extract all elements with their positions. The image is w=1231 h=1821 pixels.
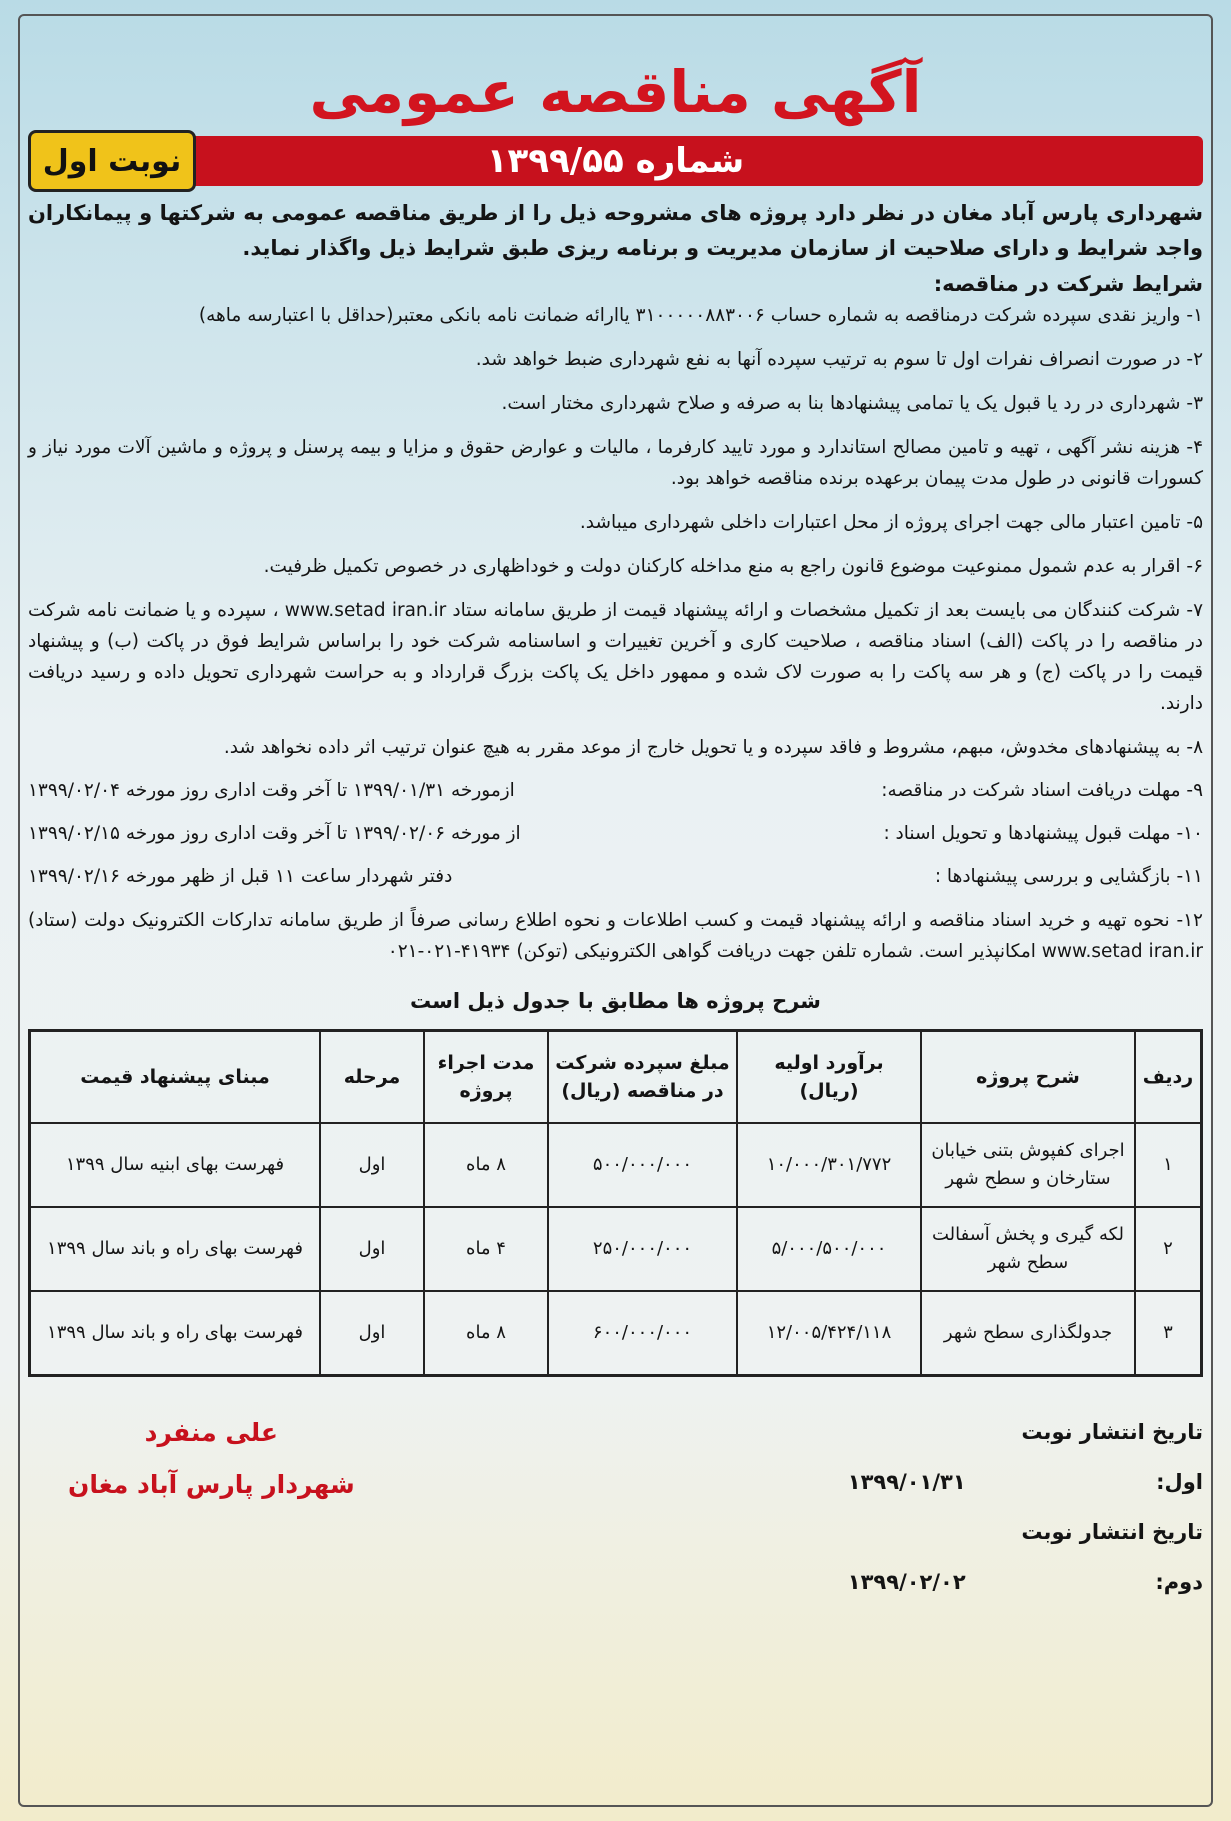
footer xyxy=(28,1407,1203,1594)
deadline-row xyxy=(28,862,1203,892)
condition-item: ۱- واریز نقدی سپرده شرکت درمناقصه به شماره حساب ۳۱۰۰۰۰۰۸۸۳۰۰۶ یاارائه ضمانت نامه بانکی معتبر(حداقل با اعتبارسه ماهه) xyxy=(198,305,1203,326)
notice-number: شماره ۱۳۹۹/۵۵ xyxy=(486,141,745,181)
condition-item: ۲- در صورت انصراف نفرات اول تا سوم به ترتیب سپرده آنها به نفع شهرداری ضبط خواهد شد. xyxy=(475,349,1203,370)
deadline-value: از مورخه ۱۳۹۹/۰۲/۰۶ تا آخر وقت اداری روز مورخه ۱۳۹۹/۰۲/۱۵ xyxy=(28,823,521,844)
signer-title: شهردار پارس آباد مغان xyxy=(68,1470,355,1499)
publish-second xyxy=(848,1507,1203,1607)
condition-item: ۱۲- نحوه تهیه و خرید اسناد مناقصه و ارائه پیشنهاد قیمت و کسب اطلاعات و نحوه اطلاع رسانی صرفاً از طریق سامانه تدارکات الکترونیک دولت (ستاد) www.setad iran.ir امکانپذیر است. شماره تلفن جهت دریافت گواهی الکترونیکی (توکن) ۴۱۹۳۴-۰۲۱-۰۲۱ xyxy=(28,910,1203,962)
publish-dates xyxy=(848,1407,1203,1607)
notice-number-bar xyxy=(28,136,1203,186)
condition-item: ۵- تامین اعتبار مالی جهت اجرای پروژه از محل اعتبارات داخلی شهرداری میباشد. xyxy=(579,512,1203,533)
deadline-label: ۱۱- بازگشایی و بررسی پیشنهادها : xyxy=(934,866,1203,887)
round-badge: نوبت اول xyxy=(28,130,196,192)
cell-row-no: ۱ xyxy=(1135,1123,1202,1207)
condition-item: ۴- هزینه نشر آگهی ، تهیه و تامین مصالح استاندارد و مورد تایید کارفرما ، مالیات و عوارض حقوق و مزایا و بیمه پرسنل و پروژه و ماشین آلات مورد نیاز و کسورات قانونی در طول مدت پیمان برعهده برنده مناقصه خواهد بود. xyxy=(28,437,1203,489)
deadline-value: دفتر شهردار ساعت ۱۱ قبل از ظهر مورخه ۱۳۹۹/۰۲/۱۶ xyxy=(28,866,453,887)
conditions-title: شرایط شرکت در مناقصه: xyxy=(933,272,1203,296)
cell-stage: اول xyxy=(320,1291,424,1376)
header-stage: مرحله xyxy=(320,1031,424,1124)
signature-block xyxy=(68,1407,355,1511)
cell-price-basis: فهرست بهای راه و باند سال ۱۳۹۹ xyxy=(30,1291,321,1376)
publish-second-label: تاریخ انتشار نوبت دوم: xyxy=(1021,1520,1203,1594)
cell-duration: ۸ ماه xyxy=(424,1291,548,1376)
notice-title: آگهی مناقصه عمومی xyxy=(309,58,922,126)
cell-row-no: ۳ xyxy=(1135,1291,1202,1376)
condition-item: ۷- شرکت کنندگان می بایست بعد از تکمیل مشخصات و ارائه پیشنهاد قیمت از طریق سامانه ستاد www.setad iran.ir ، سپرده و یا ضمانت نامه شرکت در مناقصه را در پاکت (الف) اسناد مناقصه ، صلاحیت کاری و آخرین تغییرات و اساسنامه شرکت خود را براساس شرایط فوق در پاکت (ب) و پیشنهاد قیمت را در پاکت (ج) و هر سه پاکت را به صورت لاک شده و ممهور داخل یک پاکت بزرگ قرارداد و به حراست شهرداری تحویل داده و رسید دریافت دارند. xyxy=(28,600,1203,714)
cell-estimate: ۵/۰۰۰/۵۰۰/۰۰۰ xyxy=(737,1207,921,1291)
cell-description: اجرای کفپوش بتنی خیابان ستارخان و سطح شهر xyxy=(921,1123,1135,1207)
cell-row-no: ۲ xyxy=(1135,1207,1202,1291)
cell-estimate: ۱۲/۰۰۵/۴۲۴/۱۱۸ xyxy=(737,1291,921,1376)
header-deposit: مبلغ سپرده شرکت در مناقصه (ریال) xyxy=(548,1031,737,1124)
condition-item: ۸- به پیشنهادهای مخدوش، مبهم، مشروط و فاقد سپرده و یا تحویل خارج از موعد مقرر به هیچ عنوان ترتیب اثر داده نخواهد شد. xyxy=(223,737,1203,758)
cell-duration: ۴ ماه xyxy=(424,1207,548,1291)
table-header-row xyxy=(30,1031,1202,1124)
cell-deposit: ۶۰۰/۰۰۰/۰۰۰ xyxy=(548,1291,737,1376)
deadline-row xyxy=(28,776,1203,806)
publish-first xyxy=(848,1407,1203,1507)
header-price-basis: مبنای پیشنهاد قیمت xyxy=(30,1031,321,1124)
table-title: شرح پروژه ها مطابق با جدول ذیل است xyxy=(410,989,821,1013)
conditions-list xyxy=(28,300,1203,763)
signer-name: علی منفرد xyxy=(144,1418,279,1447)
cell-price-basis: فهرست بهای راه و باند سال ۱۳۹۹ xyxy=(30,1207,321,1291)
projects-table xyxy=(28,1029,1203,1377)
publish-second-date: ۱۳۹۹/۰۲/۰۲ xyxy=(847,1570,966,1594)
cell-estimate: ۱۰/۰۰۰/۳۰۱/۷۷۲ xyxy=(737,1123,921,1207)
cell-duration: ۸ ماه xyxy=(424,1123,548,1207)
deadline-label: ۹- مهلت دریافت اسناد شرکت در مناقصه: xyxy=(881,780,1203,801)
table-row xyxy=(30,1123,1202,1207)
cell-stage: اول xyxy=(320,1123,424,1207)
header-description: شرح پروژه xyxy=(921,1031,1135,1124)
deadline-label: ۱۰- مهلت قبول پیشنهادها و تحویل اسناد : xyxy=(883,823,1203,844)
header-estimate: برآورد اولیه (ریال) xyxy=(737,1031,921,1124)
cell-deposit: ۲۵۰/۰۰۰/۰۰۰ xyxy=(548,1207,737,1291)
cell-price-basis: فهرست بهای ابنیه سال ۱۳۹۹ xyxy=(30,1123,321,1207)
header-row-no: ردیف xyxy=(1135,1031,1202,1124)
deadline-row xyxy=(28,819,1203,849)
deadline-value: ازمورخه ۱۳۹۹/۰۱/۳۱ تا آخر وقت اداری روز مورخه ۱۳۹۹/۰۲/۰۴ xyxy=(28,780,515,801)
cell-stage: اول xyxy=(320,1207,424,1291)
intro-paragraph: شهرداری پارس آباد مغان در نظر دارد پروژه های مشروحه ذیل را از طریق مناقصه عمومی به شرکتها و پیمانکاران واجد شرایط و دارای صلاحیت از سازمان مدیریت و برنامه ریزی طبق شرایط ذیل واگذار نماید. xyxy=(28,201,1203,260)
cell-deposit: ۵۰۰/۰۰۰/۰۰۰ xyxy=(548,1123,737,1207)
header-duration: مدت اجراء پروژه xyxy=(424,1031,548,1124)
cell-description: جدولگذاری سطح شهر xyxy=(921,1291,1135,1376)
publish-first-date: ۱۳۹۹/۰۱/۳۱ xyxy=(847,1470,966,1494)
condition-item: ۶- اقرار به عدم شمول ممنوعیت موضوع قانون راجع به منع مداخله کارکنان دولت و خوداظهاری در خصوص تکمیل ظرفیت. xyxy=(263,556,1203,577)
cell-description: لکه گیری و پخش آسفالت سطح شهر xyxy=(921,1207,1135,1291)
condition-item: ۳- شهرداری در رد یا قبول یک یا تمامی پیشنهادها بنا به صرفه و صلاح شهرداری مختار است. xyxy=(501,393,1203,414)
table-row xyxy=(30,1207,1202,1291)
publish-first-label: تاریخ انتشار نوبت اول: xyxy=(1021,1420,1203,1494)
conditions-list-2 xyxy=(28,905,1203,967)
table-row xyxy=(30,1291,1202,1376)
